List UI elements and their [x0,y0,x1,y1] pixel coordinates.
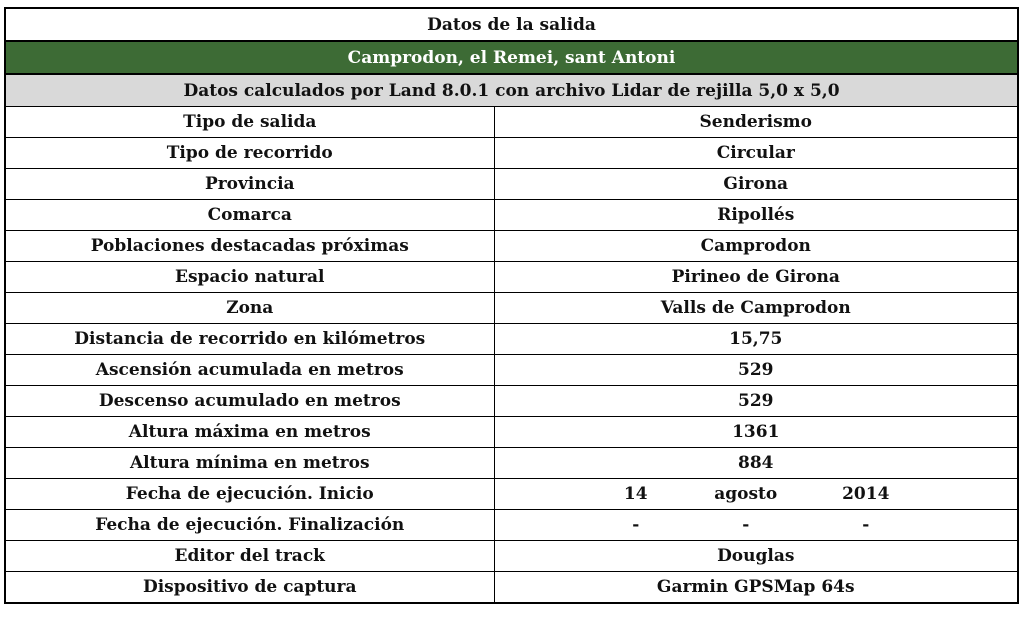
row-label: Descenso acumulado en metros [5,386,494,417]
table-row [5,448,1018,479]
row-label: Espacio natural [5,262,494,293]
row-value: 529 [494,355,1018,386]
row-label: Zona [5,293,494,324]
table-row [5,572,1018,604]
row-label: Provincia [5,169,494,200]
row-value: Circular [494,138,1018,169]
start-date-month: agosto [714,484,778,504]
row-value: Garmin GPSMap 64s [494,572,1018,604]
table-row [5,169,1018,200]
row-value: 529 [494,386,1018,417]
end-date-month: - [742,515,750,535]
end-date-value [494,510,1018,541]
row-value: 15,75 [494,324,1018,355]
row-value: Valls de Camprodon [494,293,1018,324]
row-value: Girona [494,169,1018,200]
row-value: Camprodon [494,231,1018,262]
end-date-label: Fecha de ejecución. Finalización [5,510,494,541]
route-name: Camprodon, el Remei, sant Antoni [5,41,1018,74]
end-date-row [5,510,1018,541]
row-label: Dispositivo de captura [5,572,494,604]
start-date-year: 2014 [842,484,890,504]
row-label: Distancia de recorrido en kilómetros [5,324,494,355]
row-value: Douglas [494,541,1018,572]
end-date-day: - [632,515,640,535]
table-title: Datos de la salida [5,8,1018,41]
start-date-label: Fecha de ejecución. Inicio [5,479,494,510]
start-date-row [5,479,1018,510]
row-value: Senderismo [494,107,1018,138]
row-label: Editor del track [5,541,494,572]
table-row [5,293,1018,324]
row-label: Tipo de salida [5,107,494,138]
table-row [5,355,1018,386]
table-row [5,417,1018,448]
table-row [5,138,1018,169]
table-row [5,107,1018,138]
route-name-row [5,41,1018,74]
start-date-day: 14 [623,484,648,504]
table-row [5,231,1018,262]
table-title-row [5,8,1018,41]
calc-note: Datos calculados por Land 8.0.1 con archivo Lidar de rejilla 5,0 x 5,0 [5,74,1018,107]
table-row [5,324,1018,355]
row-value: 1361 [494,417,1018,448]
calc-note-row [5,74,1018,107]
route-data-table [4,7,1019,604]
table-row [5,541,1018,572]
row-value: Ripollés [494,200,1018,231]
start-date-value [494,479,1018,510]
row-label: Tipo de recorrido [5,138,494,169]
row-value: Pirineo de Girona [494,262,1018,293]
row-value: 884 [494,448,1018,479]
table-row [5,386,1018,417]
table-row [5,200,1018,231]
table-row [5,262,1018,293]
end-date-year: - [862,515,870,535]
row-label: Comarca [5,200,494,231]
row-label: Altura máxima en metros [5,417,494,448]
row-label: Altura mínima en metros [5,448,494,479]
row-label: Poblaciones destacadas próximas [5,231,494,262]
row-label: Ascensión acumulada en metros [5,355,494,386]
